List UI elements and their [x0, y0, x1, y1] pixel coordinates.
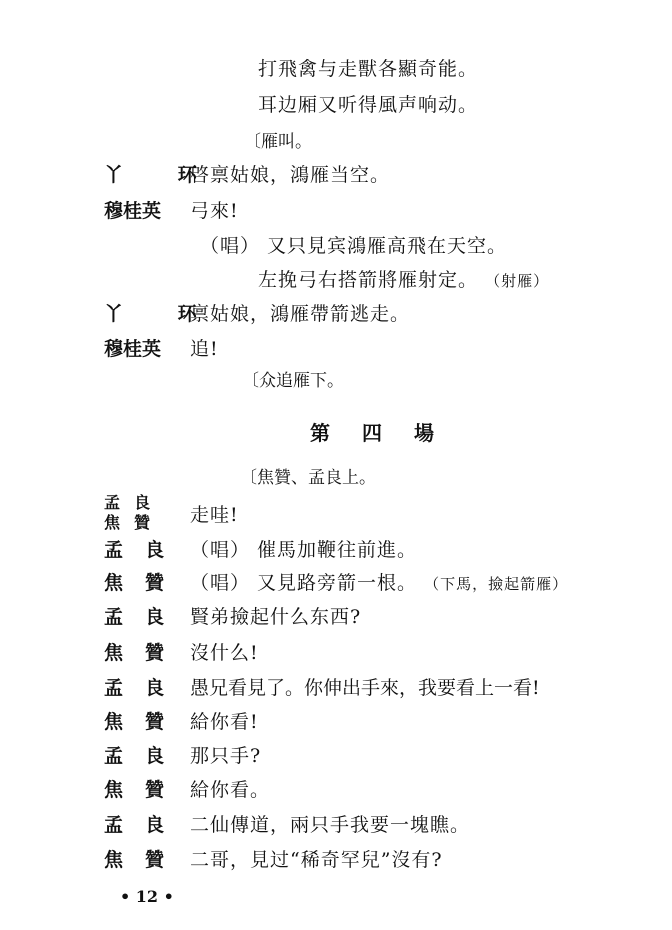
speaker-name: 穆桂英 — [104, 338, 162, 360]
stage-direction: 〔雁叫。 — [244, 132, 312, 152]
dialogue-line: 禀姑娘，鴻雁帶箭逃走。 — [190, 303, 411, 325]
speaker-name: 孟良 — [104, 606, 187, 628]
dialogue-line: 啓禀姑娘，鴻雁当空。 — [190, 164, 391, 186]
dialogue-line: 賢弟撿起什么东西? — [190, 606, 362, 628]
scene-title: 第四場 — [310, 421, 466, 445]
sung-line-text: 左挽弓右搭箭將雁射定。 — [258, 269, 479, 291]
stage-direction: 〔焦贊、孟良上。 — [240, 468, 376, 488]
speaker-name: 孟良 — [104, 677, 187, 699]
verse-line: 打飛禽与走獸各顯奇能。 — [258, 58, 479, 80]
speaker-name: 焦贊 — [104, 642, 187, 664]
dialogue-line: 給你看。 — [190, 779, 271, 801]
speaker-name: 穆桂英 — [104, 200, 162, 222]
dialogue-line: 弓來! — [190, 200, 239, 222]
speaker-name: 孟良 — [104, 493, 165, 512]
speaker-name: 孟良 — [104, 539, 187, 561]
speaker-name: 丫 环 — [104, 164, 221, 186]
speaker-name: 孟良 — [104, 814, 187, 836]
sung-line: （唱） 又只見宾鴻雁高飛在天空。 — [200, 235, 508, 257]
dialogue-line: （唱） 催馬加鞭往前進。 — [190, 539, 418, 561]
dialogue-line: 二仙傳道，兩只手我要一塊瞧。 — [190, 814, 471, 836]
dialogue-line: 愚兄看見了。你伸出手來，我要看上一看! — [190, 677, 540, 699]
verse-line: 耳边厢又听得風声响动。 — [258, 94, 479, 116]
dialogue-line: 沒什么! — [190, 642, 259, 664]
stage-note: （射雁） — [485, 272, 550, 290]
sung-line — [258, 268, 549, 293]
dialogue-text: （唱） 又見路旁箭一根。 — [190, 572, 418, 594]
dialogue-line: 給你看! — [190, 711, 259, 733]
speaker-name: 焦贊 — [104, 572, 187, 594]
dialogue-line: 二哥，見过“稀奇罕兒”沒有? — [190, 849, 443, 871]
dialogue-line: 追! — [190, 338, 219, 360]
dialogue-line: 走哇! — [190, 504, 239, 526]
dialogue-line — [190, 571, 568, 596]
speaker-name: 丫 环 — [104, 303, 221, 325]
speaker-name: 孟良 — [104, 745, 187, 767]
stage-note: （下馬，撿起箭雁） — [424, 575, 569, 593]
speaker-name: 焦贊 — [104, 711, 187, 733]
speaker-name: 焦贊 — [104, 849, 187, 871]
speaker-name: 焦贊 — [104, 779, 187, 801]
speaker-name: 焦贊 — [104, 513, 165, 532]
page-number: • 12 • — [120, 887, 174, 906]
stage-direction: 〔众追雁下。 — [242, 371, 344, 391]
dialogue-line: 那只手? — [190, 745, 262, 767]
